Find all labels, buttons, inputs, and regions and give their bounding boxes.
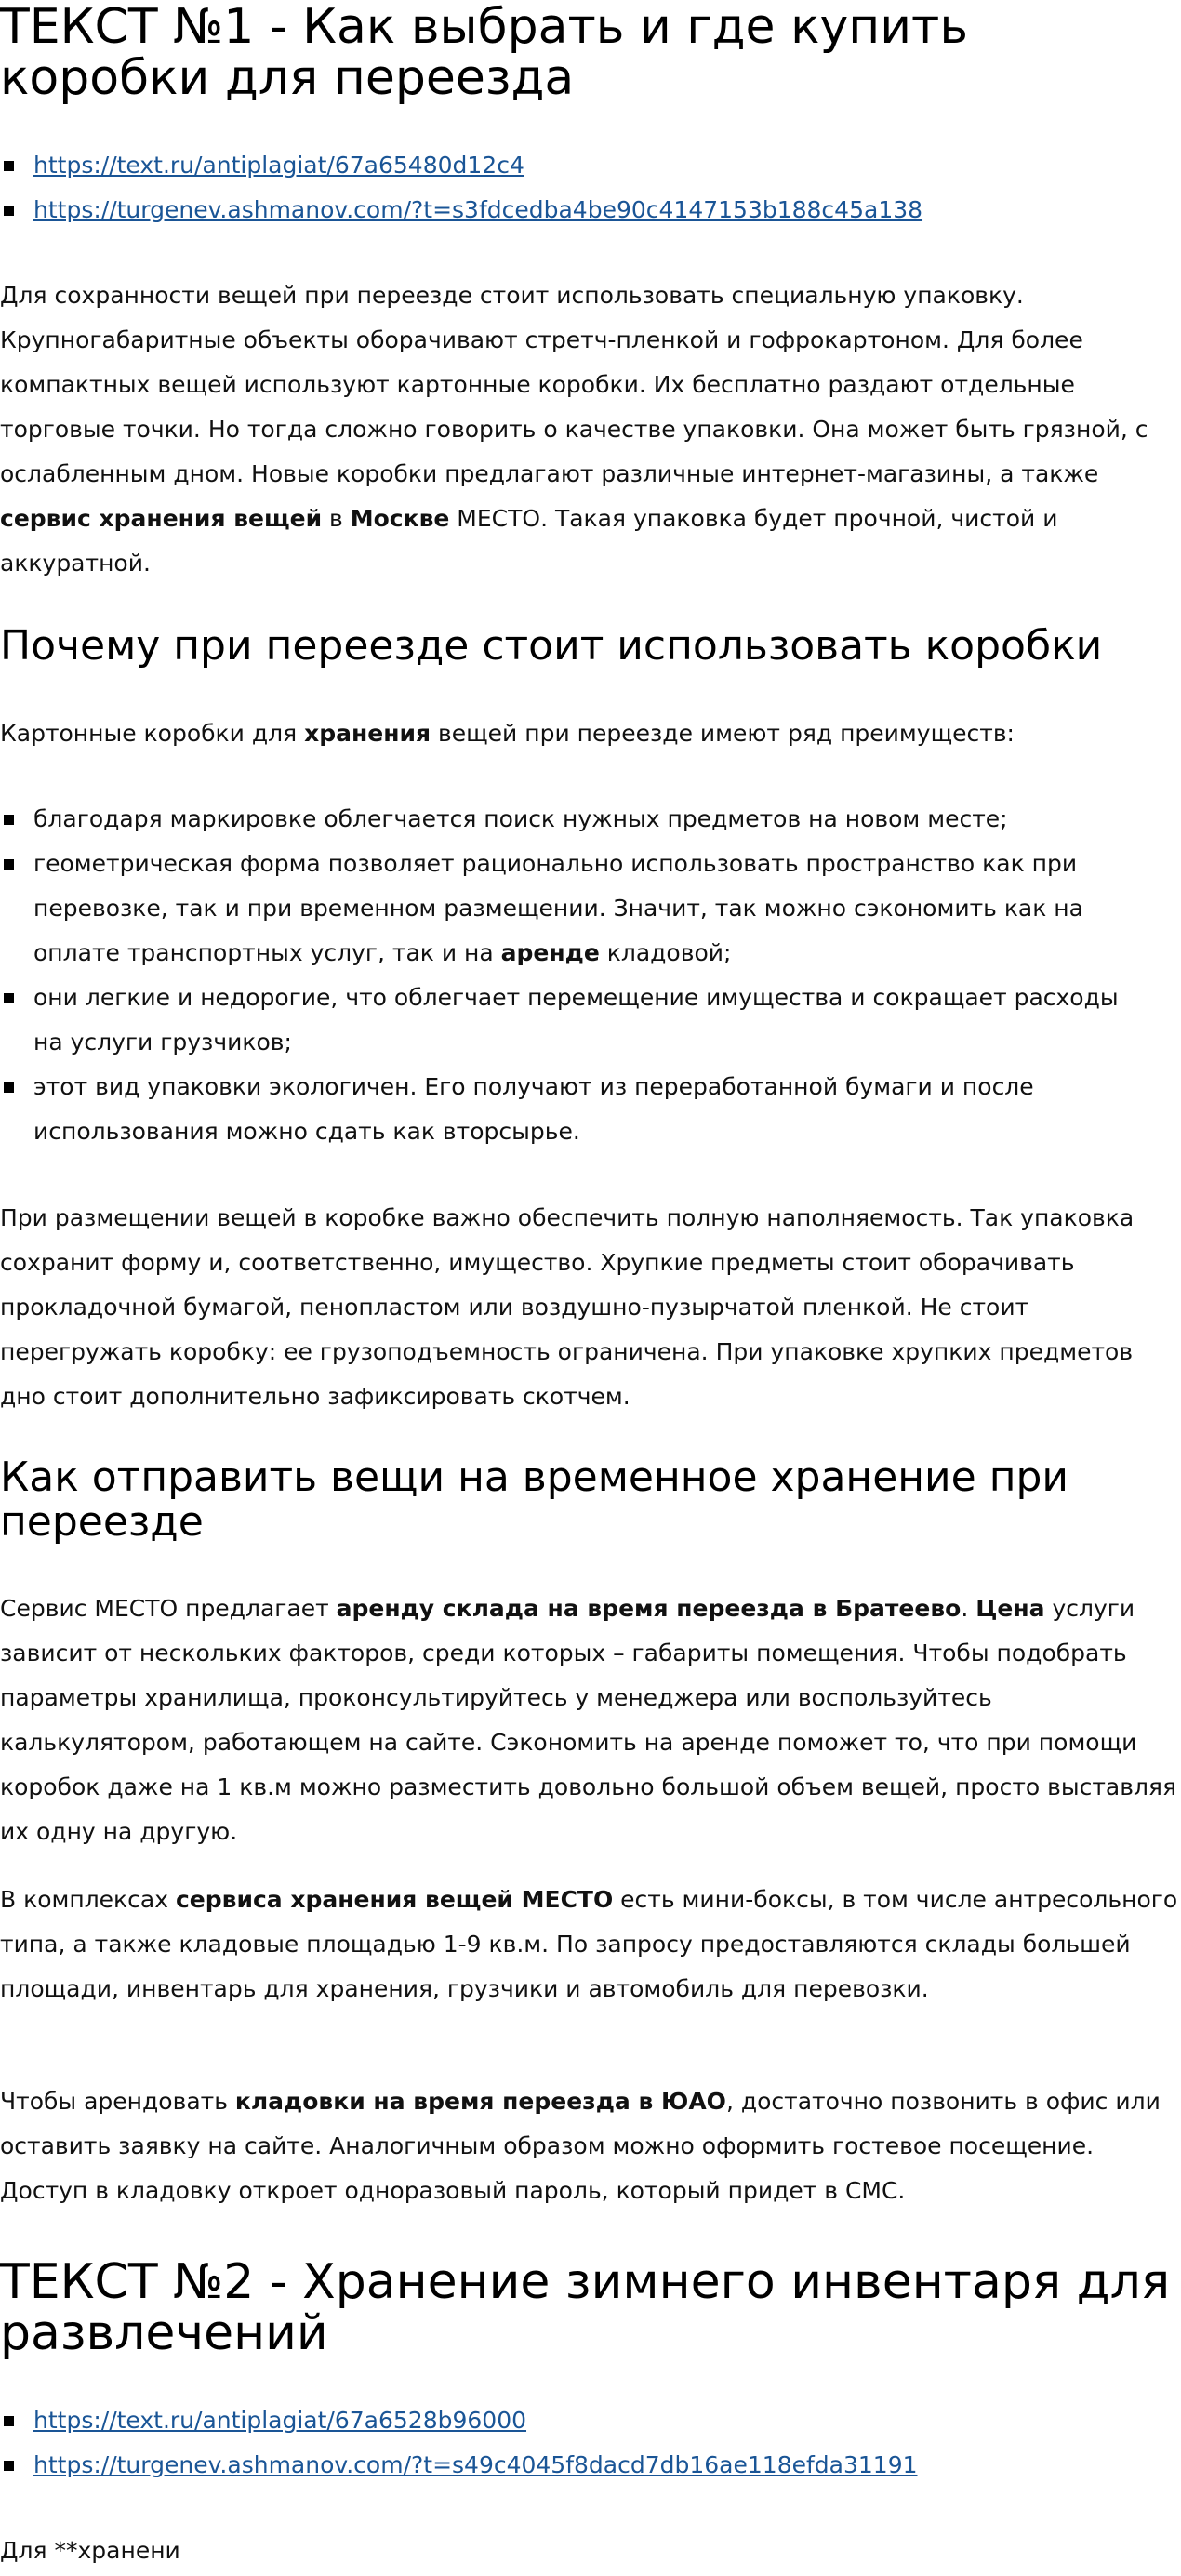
text-run: МЕСТО. Такая упаковка будет прочной, чистой и аккуратной.	[0, 505, 1058, 577]
text1-links	[0, 143, 1181, 232]
text-run: Сервис МЕСТО предлагает	[0, 1595, 337, 1622]
section1-lead	[0, 711, 1179, 756]
text1-link-item	[0, 188, 1181, 232]
bold-run: аренду склада на время переезда в Братеево	[336, 1595, 962, 1622]
bold-run: аренде	[500, 939, 600, 966]
text2-link-item	[0, 2443, 1181, 2488]
bold-run: хранения	[304, 720, 431, 747]
text1-intro-paragraph	[0, 273, 1179, 586]
bold-run: сервиса хранения вещей МЕСТО	[175, 1886, 614, 1913]
text-run: есть мини-боксы, в том числе антресольного типа, а также кладовые площадью 1-9 кв.м. По запросу предоставляются склады большей площади, инвентарь для хранения, грузчики и автомобиль для перевозки.	[0, 1886, 1178, 2002]
text-run: услуги зависит от нескольких факторов, среди которых – габариты помещения. Чтобы подобрать параметры хранилища, проконсультируйтесь у менеджера или воспользуйтесь калькулятором, работающем на сайте. Сэкономить на аренде поможет то, что при помощи коробок даже на 1 кв.м можно разместить довольно большой объем вещей, просто выставляя их одну на другую.	[0, 1595, 1177, 1845]
text-run: Для сохранности вещей при переезде стоит использовать специальную упаковку. Крупногабаритные объекты оборачивают стретч-пленкой и гофрокартоном. Для более компактных вещей используют картонные коробки. Их бесплатно раздают отдельные торговые точки. Но тогда сложно говорить о качестве упаковки. Она может быть грязной, с ослабленным дном. Новые коробки предлагают различные интернет-магазины, а также	[0, 282, 1148, 487]
text2-title: ТЕКСТ №2 - Хранение зимнего инвентаря для развлечений	[0, 2254, 1171, 2361]
section1-bullets	[0, 797, 1153, 1154]
text-run: этот вид упаковки экологичен. Его получают из переработанной бумаги и после использования можно сдать как вторсырье.	[33, 1073, 1034, 1145]
section2-paragraph-2	[0, 1878, 1179, 2012]
text-run: , достаточно позвонить в офис или оставить заявку на сайте. Аналогичным образом можно оформить гостевое посещение. Доступ в кладовку откроет одноразовый пароль, который придет в СМС.	[0, 2088, 1161, 2204]
text-run: благодаря маркировке облегчается поиск нужных предметов на новом месте;	[33, 805, 1008, 832]
text2-link-item	[0, 2398, 1181, 2443]
section2-paragraph-3	[0, 2079, 1179, 2213]
bold-run: Москве	[350, 505, 450, 532]
bullet-item	[0, 1065, 1153, 1154]
text2-intro-fragment: Для **хранени	[0, 2537, 180, 2564]
text2-links	[0, 2398, 1181, 2488]
section2-heading: Как отправить вещи на временное хранение при переезде	[0, 1454, 1068, 1546]
bold-run: кладовки на время переезда в ЮАО	[234, 2088, 726, 2115]
bullet-item	[0, 797, 1153, 842]
text-run: кладовой;	[599, 939, 732, 966]
text1-link-turgenev[interactable]: https://turgenev.ashmanov.com/?t=s3fdcedba4be90c4147153b188c45a138	[33, 196, 923, 223]
text-run: Картонные коробки для	[0, 720, 305, 747]
text-run: В комплексах	[0, 1886, 176, 1913]
text-run: .	[961, 1595, 976, 1622]
text-run: Чтобы арендовать	[0, 2088, 235, 2115]
section1-paragraph: При размещении вещей в коробке важно обеспечить полную наполняемость. Так упаковка сохранит форму и, соответственно, имущество. Хрупкие предметы стоит оборачивать прокладочной бумагой, пенопластом или воздушно-пузырчатой пленкой. Не стоит перегружать коробку: ее грузоподъемность ограничена. При упаковке хрупких предметов дно стоит дополнительно зафиксировать скотчем.	[0, 1204, 1135, 1410]
section2-paragraph-1	[0, 1587, 1179, 1854]
text-run: в	[322, 505, 351, 532]
text2-link-antiplagiat[interactable]: https://text.ru/antiplagiat/67a6528b96000	[33, 2407, 527, 2434]
text2-link-turgenev[interactable]: https://turgenev.ashmanov.com/?t=s49c4045f8dacd7db16ae118efda31191	[33, 2451, 918, 2478]
bold-run: сервис хранения вещей	[0, 505, 323, 532]
bold-run: Цена	[975, 1595, 1045, 1622]
text1-title: ТЕКСТ №1 - Как выбрать и где купить коробки для переезда	[0, 0, 968, 106]
text1-link-item	[0, 143, 1181, 188]
bullet-item	[0, 976, 1153, 1065]
bullet-item	[0, 842, 1153, 976]
text-run: они легкие и недорогие, что облегчает перемещение имущества и сокращает расходы на услуги грузчиков;	[33, 984, 1119, 1056]
text-run: геометрическая форма позволяет рационально использовать пространство как при перевозке, так и при временном размещении. Значит, так можно сэкономить как на оплате транспортных услуг, так и на	[33, 850, 1083, 966]
text1-link-antiplagiat[interactable]: https://text.ru/antiplagiat/67a65480d12c4	[33, 152, 524, 179]
text-run: вещей при переезде имеют ряд преимуществ:	[431, 720, 1015, 747]
section1-heading: Почему при переезде стоит использовать коробки	[0, 622, 1103, 670]
